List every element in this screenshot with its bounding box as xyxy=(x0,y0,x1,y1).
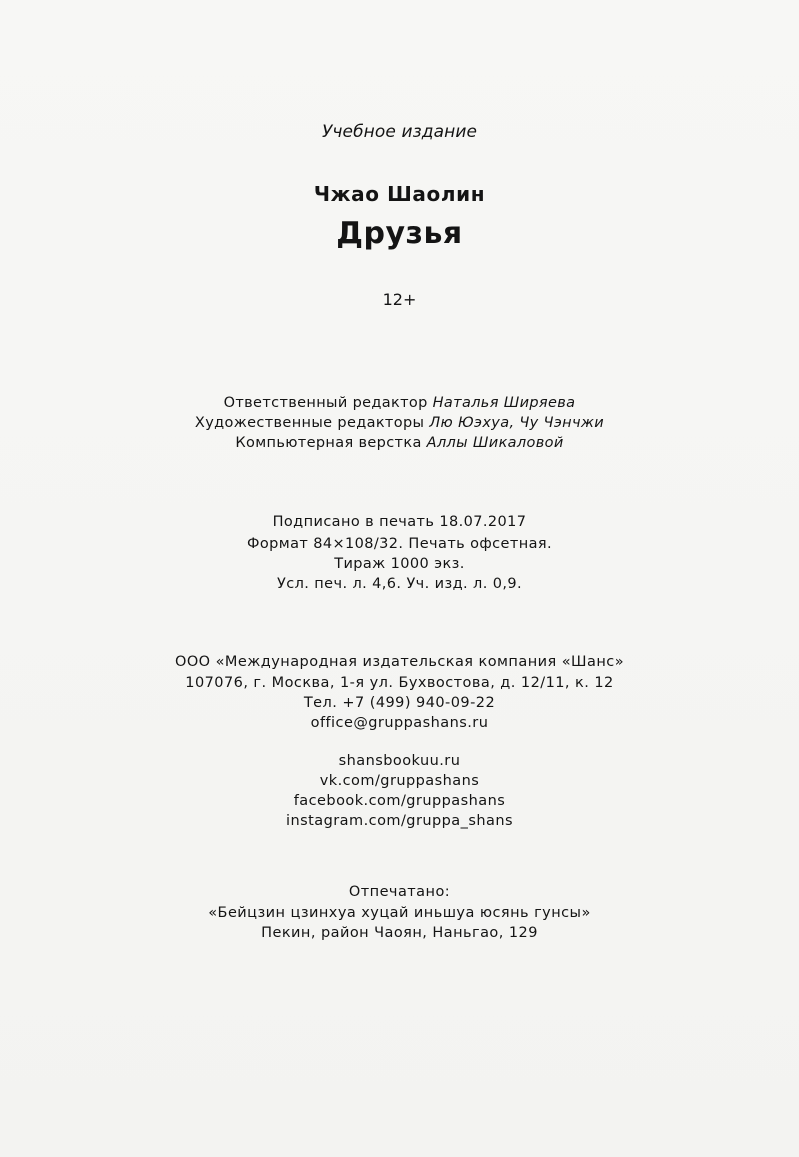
vk-link: vk.com/gruppashans xyxy=(319,773,480,789)
age-rating: 12+ xyxy=(382,290,417,309)
book-title: Друзья xyxy=(336,216,463,251)
credit-role: Компьютерная верстка xyxy=(235,435,427,451)
publisher-name: ООО «Международная издательская компания «Шанс» xyxy=(174,654,625,670)
publisher-phone: Тел. +7 (499) 940-09-22 xyxy=(303,695,496,711)
publisher-email: office@gruppashans.ru xyxy=(310,715,489,731)
credit-person: Аллы Шикаловой xyxy=(426,435,564,451)
printer-address: Пекин, район Чаоян, Наньгао, 129 xyxy=(261,925,538,941)
print-sheets: Усл. печ. л. 4,6. Уч. изд. л. 0,9. xyxy=(277,576,522,592)
credit-art-editors xyxy=(0,416,799,431)
credit-role: Ответственный редактор xyxy=(223,395,433,411)
facebook-link: facebook.com/gruppashans xyxy=(293,793,506,809)
instagram-link: instagram.com/gruppa_shans xyxy=(286,813,513,829)
publisher-address: 107076, г. Москва, 1-я ул. Бухвостова, д. 12/11, к. 12 xyxy=(185,675,614,691)
print-run: Тираж 1000 экз. xyxy=(334,556,465,572)
format-info: Формат 84×108/32. Печать офсетная. xyxy=(246,536,553,552)
credit-role: Художественные редакторы xyxy=(194,415,430,431)
printed-by-heading: Отпечатано: xyxy=(348,884,451,900)
edition-type: Учебное издание xyxy=(321,122,478,142)
credit-executive-editor xyxy=(0,396,799,411)
signed-to-print: Подписано в печать 18.07.2017 xyxy=(272,514,527,530)
credit-person: Лю Юэхуа, Чу Чэнчжи xyxy=(429,415,605,431)
author-name: Чжао Шаолин xyxy=(313,182,486,206)
printer-name: «Бейцзин цзинхуа хуцай иньшуа юсянь гунсы» xyxy=(208,905,591,921)
credit-person: Наталья Ширяева xyxy=(432,395,576,411)
website-link: shansbookuu.ru xyxy=(338,753,461,769)
credit-layout xyxy=(0,436,799,451)
